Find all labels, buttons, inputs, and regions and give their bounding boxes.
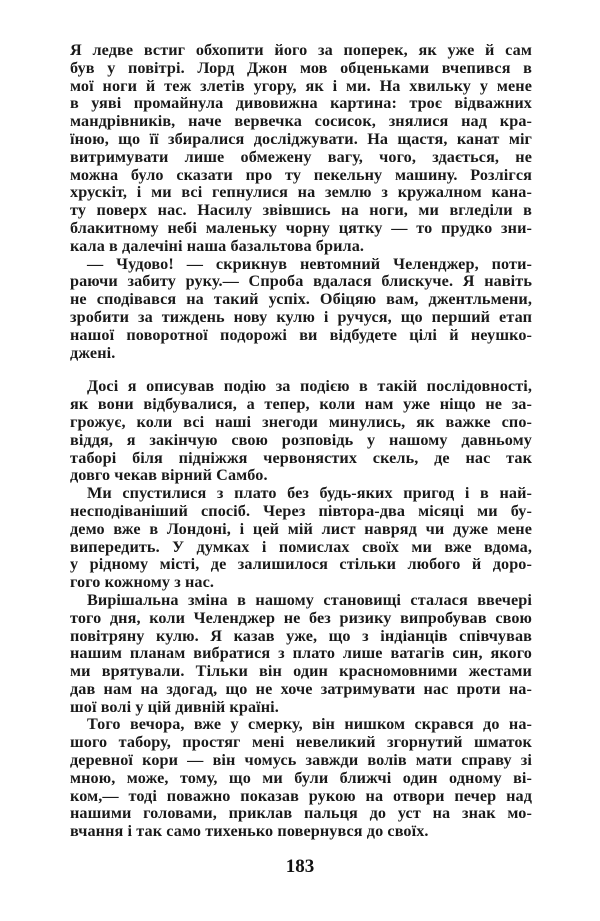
paragraph bbox=[70, 716, 532, 841]
text-line: Я ледве встиг обхопити його за поперек, як уже й сам bbox=[70, 41, 532, 59]
text-line: гого кожному з нас. bbox=[70, 573, 215, 592]
text-line: ми врятували. Тільки він один красномовними жестами bbox=[70, 662, 532, 681]
text-line: ту поверх нас. Насилу звівшись на ноги, ми вгледіли в bbox=[70, 201, 532, 220]
text-line: віддя, я закінчую свою розповідь у нашому давньому bbox=[70, 430, 532, 449]
text-line: як вони відбувалися, а тепер, коли нам уже ніщо не за- bbox=[70, 395, 532, 414]
paragraph bbox=[70, 378, 532, 485]
text-line: зробити за тиждень нову кулю і ручуся, що перший етап bbox=[70, 307, 532, 326]
text-line: їною, що її збиралися досліджувати. На щастя, канат міг bbox=[70, 129, 532, 148]
text-line: нашими головами, приклав пальця до уст на знак мо- bbox=[70, 804, 532, 823]
text-line: хрускіт, і ми всі гепнулися на землю з кружалном кана- bbox=[70, 183, 532, 202]
text-line: ком,— тоді поважно показав рукою на отвори печер над bbox=[70, 786, 532, 805]
text-line: шого табору, простяг мені невеликий згорнутий шматок bbox=[70, 733, 532, 752]
text-line: випередить. У думках і помислах своїх ми вже вдома, bbox=[70, 537, 532, 556]
text-line: вчання і так само тихенько повернувся до своїх. bbox=[70, 822, 429, 841]
text-line: таборі біля підніжжя червонястих скель, де нас так bbox=[70, 448, 532, 467]
paragraph bbox=[70, 485, 532, 592]
text-line: джені. bbox=[70, 343, 116, 362]
text-line: блакитному небі маленьку чорну цятку — то прудко зни- bbox=[70, 218, 532, 237]
text-line: можна було сказати про ту пекельну машину. Розлігся bbox=[70, 165, 532, 184]
text-line: демо вже в Лондоні, і цей мій лист навряд чи дуже мене bbox=[70, 519, 532, 538]
text-line: нашим планам вибратися з плато лише ватагів син, якого bbox=[70, 644, 532, 663]
text-line: мною, може, тому, що ми були ближчі один одному ві- bbox=[70, 768, 532, 787]
text-line: мої ноги й теж злетів угору, як і ми. На хвильку у мене bbox=[70, 76, 532, 95]
text-line: деревної кори — він чомусь завжди волів мати справу зі bbox=[70, 751, 532, 770]
page-number: 183 bbox=[285, 856, 315, 877]
text-line: кала в далечіні наша базальтова брила. bbox=[70, 236, 365, 255]
text-line: Того вечора, вже у смерку, він нишком скрався до на- bbox=[87, 715, 532, 734]
text-line: несподіваніший спосіб. Через півтора-два місяці ми бу- bbox=[70, 501, 532, 520]
paragraph bbox=[70, 256, 532, 363]
text-line: того дня, коли Челенджер не без ризику випробував свою bbox=[70, 608, 532, 627]
paragraph bbox=[70, 592, 532, 717]
text-line: Досі я описував подію за подією в такій послідовності, bbox=[87, 377, 532, 396]
text-line: нашої поворотної подорожі ви відбудете цілі й неушко- bbox=[70, 325, 532, 344]
text-line: був у повітрі. Лорд Джон мов обценьками вчепився в bbox=[70, 58, 532, 77]
text-line: грожує, коли всі наші знегоди минулись, як важке спо- bbox=[70, 412, 532, 431]
text-line: у рідному місті, де залишилося стільки любого й доро- bbox=[70, 555, 532, 574]
text-line: мандрівників, наче вервечка сосисок, знялися над кра- bbox=[70, 112, 532, 131]
book-page-text bbox=[70, 42, 532, 841]
text-line: не сподівався на такий успіх. Обіцяю вам, джентльмени, bbox=[70, 290, 532, 309]
text-line: повітряну кулю. Я казав уже, що з індіанців співчував bbox=[70, 626, 532, 645]
paragraph bbox=[70, 42, 532, 256]
text-line: раючи забиту руку.— Спроба вдалася блискуче. Я навіть bbox=[70, 272, 532, 291]
text-line: в уяві промайнула дивовижна картина: троє відважних bbox=[70, 94, 532, 113]
text-line: — Чудово! — скрикнув невтомний Челенджер, поти- bbox=[87, 254, 532, 273]
text-line: дав нам на здогад, що не хоче затримувати нас проти на- bbox=[70, 679, 532, 698]
text-line: шої волі у цій дивній країні. bbox=[70, 697, 279, 716]
text-line: Ми спустилися з плато без будь-яких пригод і в най- bbox=[87, 484, 532, 503]
text-line: Вирішальна зміна в нашому становищі сталася ввечері bbox=[87, 590, 532, 609]
text-line: витримувати лише обмежену вагу, чого, здається, не bbox=[70, 147, 532, 166]
text-line: довго чекав вірний Самбо. bbox=[70, 466, 268, 485]
